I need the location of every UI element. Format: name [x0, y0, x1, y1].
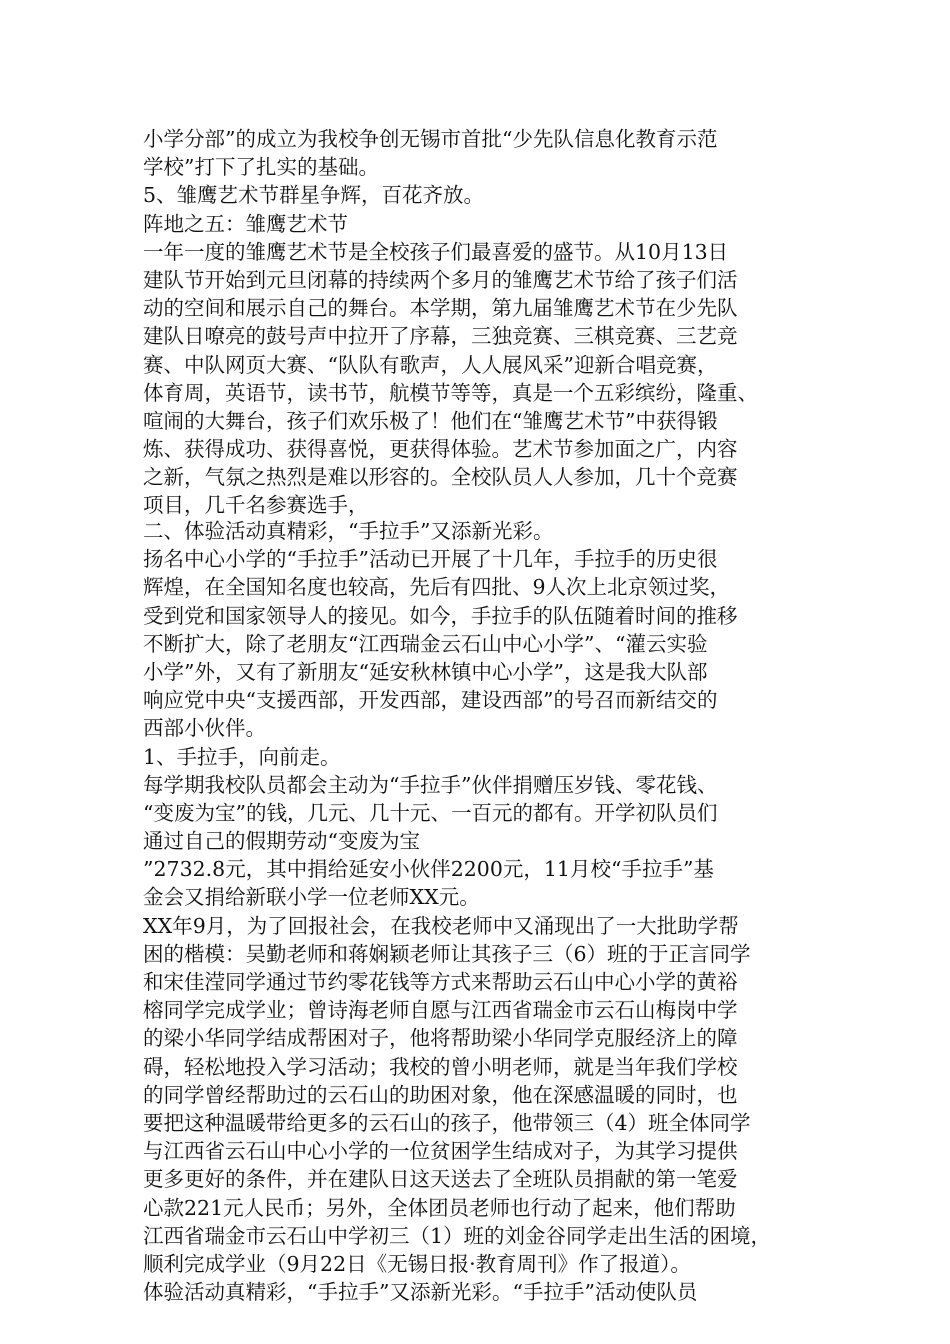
- hand-in-hand-line-15: XX年9月，为了回报社会，在我校老师中又涌现出了一大批助学帮: [143, 913, 739, 938]
- hand-in-hand-line-8: 西部小伙伴。: [143, 716, 266, 741]
- hand-in-hand-line-10: 每学期我校队员都会主动为“手拉手”伙伴捐赠压岁钱、零花钱、: [143, 772, 718, 797]
- art-festival-line-8: 建队日嘹亮的鼓号声中拉开了序幕，三独竞赛、三棋竞赛、三艺竞: [143, 324, 738, 349]
- art-festival-line-5: 一年一度的雏鹰艺术节是全校孩子们最喜爱的盛节。从10月13日: [143, 239, 729, 264]
- hand-in-hand-line-16: 困的楷模：吴勤老师和蒋娴颖老师让其孩子三（6）班的于正言同学: [143, 941, 751, 966]
- art-festival-line-4: 阵地之五：雏鹰艺术节: [143, 211, 348, 236]
- hand-in-hand-line-12: 通过自己的假期劳动“变废为宝: [143, 829, 420, 854]
- hand-in-hand-line-9: 1、手拉手，向前走。: [143, 744, 341, 769]
- hand-in-hand-line-3: 辉煌，在全国知名度也较高，先后有四批、9人次上北京领过奖，: [143, 575, 731, 600]
- hand-in-hand-line-22: 要把这种温暖带给更多的云石山的孩子，他带领三（4）班全体同学: [143, 1110, 751, 1135]
- hand-in-hand-line-5: 不断扩大，除了老朋友“江西瑞金云石山中心小学”、“灌云实验: [143, 631, 708, 656]
- hand-in-hand-line-26: 江西省瑞金市云石山中学初三（1）班的刘金谷同学走出生活的困境，: [143, 1223, 772, 1248]
- hand-in-hand-line-19: 的梁小华同学结成帮困对子，他将帮助梁小华同学克服经济上的障: [143, 1026, 738, 1051]
- hand-in-hand-line-2: 扬名中心小学的“手拉手”活动已开展了十几年，手拉手的历史很: [143, 547, 718, 572]
- hand-in-hand-line-18: 榕同学完成学业；曾诗海老师自愿与江西省瑞金市云石山梅岗中学: [143, 998, 738, 1023]
- hand-in-hand-line-1: 二、体验活动真精彩，“手拉手”又添新光彩。: [143, 519, 554, 543]
- hand-in-hand-line-25: 心款221元人民币；另外，全体团员老师也行动了起来，他们帮助: [143, 1195, 736, 1220]
- hand-in-hand-line-23: 与江西省云石山中心小学的一位贫困学生结成对子，为其学习提供: [143, 1139, 738, 1164]
- hand-in-hand-line-11: “变废为宝”的钱，几元、几十元、一百元的都有。开学初队员们: [143, 800, 718, 825]
- hand-in-hand-line-13: ”2732.8元，其中捐给延安小伙伴2200元，11月校“手拉手”基: [143, 857, 714, 882]
- hand-in-hand-line-7: 响应党中央“支援西部，开发西部，建设西部”的号召而新结交的: [143, 688, 718, 713]
- text-block-art-festival: [143, 125, 823, 520]
- hand-in-hand-line-4: 受到党和国家领导人的接见。如今，手拉手的队伍随着时间的推移: [143, 603, 738, 628]
- hand-in-hand-line-24: 更多更好的条件，并在建队日这天送去了全班队员捐献的第一笔爱: [143, 1167, 738, 1192]
- art-festival-line-10: 体育周，英语节，读书节，航模节等等，真是一个五彩缤纷，隆重、: [143, 380, 758, 405]
- hand-in-hand-line-6: 小学”外，又有了新朋友“延安秋林镇中心小学”，这是我大队部: [143, 659, 708, 684]
- art-festival-line-1: 小学分部”的成立为我校争创无锡市首批“少先队信息化教育示范: [143, 127, 718, 151]
- hand-in-hand-line-20: 碍，轻松地投入学习活动；我校的曾小明老师，就是当年我们学校: [143, 1054, 738, 1079]
- hand-in-hand-line-21: 的同学曾经帮助过的云石山的助困对象，他在深感温暖的同时，也: [143, 1082, 738, 1107]
- hand-in-hand-line-14: 金会又捐给新联小学一位老师XX元。: [143, 885, 480, 910]
- text-block-hand-in-hand: [143, 517, 823, 1306]
- art-festival-line-2: 学校”打下了扎实的基础。: [143, 155, 379, 180]
- art-festival-line-12: 炼、获得成功、获得喜悦，更获得体验。艺术节参加面之广，内容: [143, 437, 738, 462]
- art-festival-line-6: 建队节开始到元旦闭幕的持续两个多月的雏鹰艺术节给了孩子们活: [143, 267, 738, 292]
- art-festival-line-13: 之新，气氛之热烈是难以形容的。全校队员人人参加，几十个竞赛: [143, 465, 738, 490]
- art-festival-line-9: 赛、中队网页大赛、“队队有歌声，人人展风采”迎新合唱竞赛，: [143, 352, 718, 377]
- art-festival-line-14: 项目，几千名参赛选手，: [143, 493, 369, 518]
- art-festival-line-11: 喧闹的大舞台，孩子们欢乐极了！他们在“雏鹰艺术节”中获得锻: [143, 408, 718, 433]
- art-festival-line-7: 动的空间和展示自己的舞台。本学期，第九届雏鹰艺术节在少先队: [143, 296, 738, 321]
- art-festival-line-3: 5、雏鹰艺术节群星争辉，百花齐放。: [143, 183, 485, 208]
- hand-in-hand-line-28: 体验活动真精彩，“手拉手”又添新光彩。“手拉手”活动使队员: [143, 1280, 698, 1305]
- hand-in-hand-line-17: 和宋佳滢同学通过节约零花钱等方式来帮助云石山中心小学的黄裕: [143, 970, 738, 994]
- hand-in-hand-line-27: 顺利完成学业（9月22日《无锡日报·教育周刊》作了报道）。: [143, 1251, 691, 1276]
